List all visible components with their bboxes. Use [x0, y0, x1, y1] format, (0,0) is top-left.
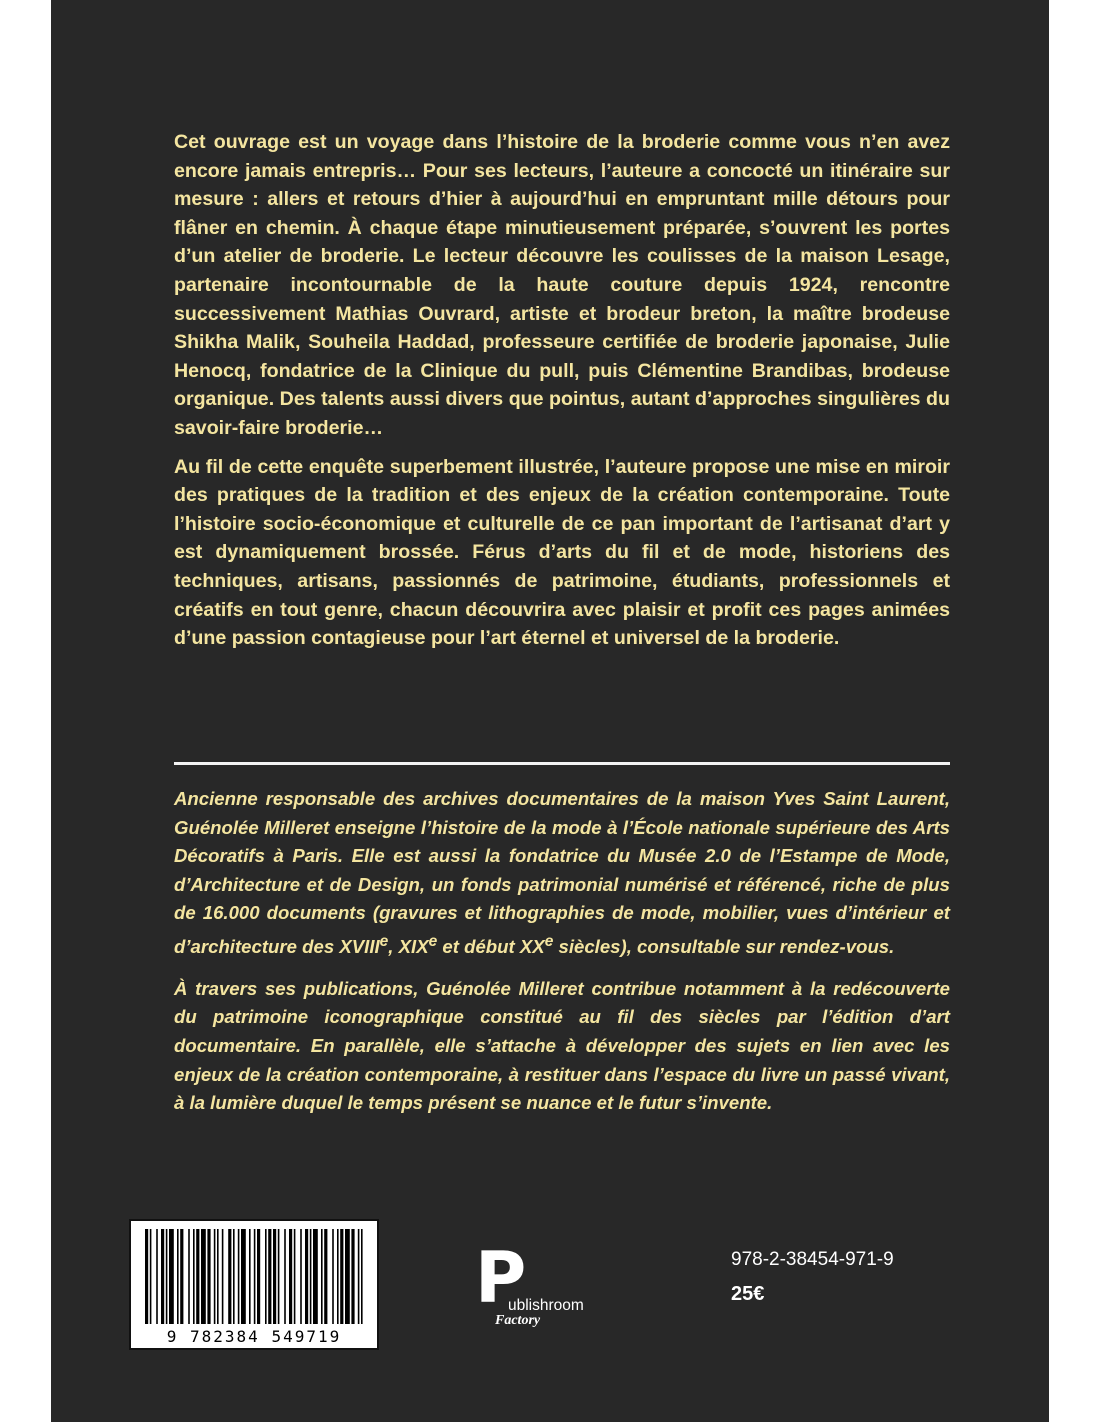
- barcode-bar: [332, 1229, 334, 1324]
- barcode-bar: [254, 1229, 256, 1324]
- author-bio-section: [174, 785, 950, 1118]
- barcode-bar: [265, 1229, 267, 1324]
- barcode-bar: [207, 1229, 210, 1324]
- century-superscript: e: [379, 932, 389, 950]
- barcode-bar: [222, 1229, 224, 1324]
- century-label: XVIII: [339, 936, 380, 958]
- barcode-bar: [156, 1229, 158, 1324]
- barcode-bar: [273, 1229, 276, 1324]
- barcode-bar: [238, 1229, 240, 1324]
- barcode-bar: [196, 1229, 199, 1324]
- barcode-bar: [180, 1229, 183, 1324]
- barcode-bar: [361, 1229, 363, 1324]
- bio-text: Ancienne responsable des archives documentaires de la maison Yves Saint Laurent, Guénolée Milleret enseigne l’histoire de la mode à l’École nationale supérieure des Arts Décoratifs à Paris. Elle est aussi la fondatrice du Musée 2.0 de l’Estampe de Mode, d’Architecture et de Design, un fonds patrimonial numérisé et référencé, riche de plus de 16.000 documents (gravures et lithographies de mode, mobilier, vues d’intérieur et d’architecture des: [174, 788, 950, 958]
- barcode-bar: [166, 1229, 168, 1324]
- barcode-bar: [161, 1229, 164, 1324]
- author-bio-paragraph: [174, 785, 950, 962]
- barcode-bar: [257, 1229, 260, 1324]
- barcode-bar: [169, 1229, 174, 1324]
- barcode-bar: [268, 1229, 271, 1324]
- barcode-bar: [300, 1229, 302, 1324]
- barcode-bar: [278, 1229, 280, 1324]
- barcode-bar: [294, 1229, 296, 1324]
- logo-subtitle: Factory: [495, 1313, 541, 1328]
- barcode-bar: [145, 1229, 148, 1324]
- barcode-bar: [310, 1229, 312, 1324]
- summary-paragraph: Cet ouvrage est un voyage dans l’histoire de la broderie comme vous n’en avez encore jamais entrepris… Pour ses lecteurs, l’auteure a concocté un itinéraire sur mesure : allers et retours d’hier à aujourd’hui en empruntant mille détours pour flâner en chemin. À chaque étape minutieusement préparée, s’ouvrent les portes d’un atelier de broderie. Le lecteur découvre les coulisses de la maison Lesage, partenaire incontournable de la haute couture depuis 1924, rencontre successivement Mathias Ouvrard, artiste et brodeur breton, la maître brodeuse Shikha Malik, Souheila Haddad, professeure certifiée de broderie japonaise, Julie Henocq, fondatrice de la Clinique du pull, puis Clémentine Brandibas, brodeuse organique. Des talents aussi divers que pointus, autant d’approches singulières du savoir-faire broderie…: [174, 131, 950, 439]
- barcode-bar: [233, 1229, 235, 1324]
- summary-paragraph: Au fil de cette enquête superbement illustrée, l’auteure propose une mise en miroir des pratiques de la tradition et des enjeux de la création contemporaine. Toute l’histoire socio-économique et culturelle de ce pan important de l’artisanat d’art y est dynamiquement brossée. Férus d’arts du fil et de mode, historiens des techniques, artisans, passionnés de patrimoine, étudiants, professionnels et créatifs en tout genre, chacun découvrira avec plaisir et profit ces pages animées d’une passion contagieuse pour l’art éternel et universel de la broderie.: [174, 455, 950, 650]
- barcode-bar: [241, 1229, 246, 1324]
- barcode-bar: [193, 1229, 195, 1324]
- bio-separator: ,: [388, 936, 399, 958]
- barcode-bar: [324, 1229, 327, 1324]
- barcode-bar: [313, 1229, 318, 1324]
- barcode-bar: [345, 1229, 350, 1324]
- barcode-bar: [217, 1229, 219, 1324]
- barcode-digits: 9 782384 549719: [166, 1327, 342, 1346]
- barcode-bar: [321, 1229, 323, 1324]
- barcode-bar: [337, 1229, 339, 1324]
- author-bio-paragraph: À travers ses publications, Guénolée Milleret contribue notamment à la redécouverte du patrimoine iconographique constitué au fil des siècles par l’édition d’art documentaire. En parallèle, elle s’attache à développer des sujets en lien avec les enjeux de la création contemporaine, à restituer dans l’espace du livre un passé vivant, à la lumière duquel le temps présent se nuance et le futur s’invente.: [174, 977, 950, 1114]
- century-superscript: e: [544, 932, 554, 950]
- century-label: XX: [519, 936, 545, 958]
- barcode-bar: [177, 1229, 179, 1324]
- logo-word: ublishroom: [508, 1297, 584, 1314]
- isbn-block: [731, 1247, 894, 1307]
- publisher-logo: [475, 1237, 635, 1340]
- barcode: [129, 1219, 379, 1350]
- price: 25€: [731, 1283, 765, 1305]
- barcode-bar: [284, 1229, 286, 1324]
- barcode-bar: [351, 1229, 354, 1324]
- barcode-bar: [340, 1229, 343, 1324]
- barcode-bar: [228, 1229, 231, 1324]
- bio-text: siècles), consultable sur rendez-vous.: [553, 936, 895, 958]
- century-superscript: e: [428, 932, 438, 950]
- barcode-bar: [289, 1229, 292, 1324]
- barcode-bars: [145, 1229, 363, 1324]
- barcode-image: [131, 1221, 377, 1348]
- barcode-bar: [201, 1229, 206, 1324]
- divider-line: [174, 762, 950, 765]
- barcode-bar: [214, 1229, 216, 1324]
- isbn-number: 978-2-38454-971-9: [731, 1249, 894, 1270]
- summary-section: [174, 128, 950, 653]
- century-label: XIX: [398, 936, 429, 958]
- logo-letter: P: [475, 1237, 527, 1319]
- barcode-bar: [358, 1229, 360, 1324]
- barcode-bar: [150, 1229, 152, 1324]
- barcode-bar: [249, 1229, 251, 1324]
- barcode-bar: [188, 1229, 190, 1324]
- barcode-bar: [305, 1229, 308, 1324]
- bio-separator: et début: [437, 936, 520, 958]
